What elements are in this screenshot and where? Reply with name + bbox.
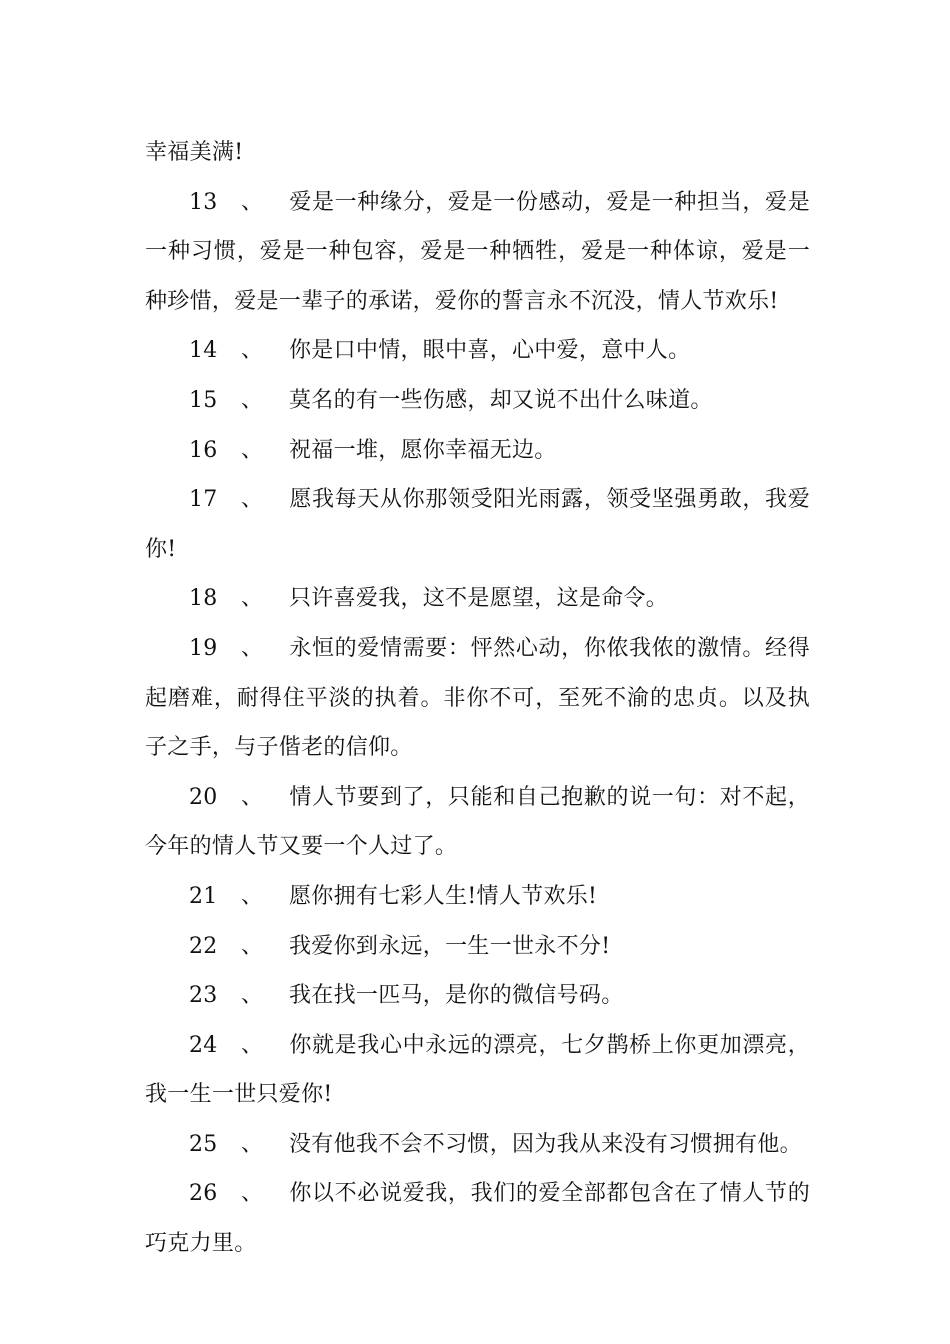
- list-item: [145, 624, 810, 773]
- item-separator: 、: [241, 1032, 264, 1058]
- list-item: [145, 574, 810, 624]
- item-separator: 、: [241, 437, 264, 463]
- item-separator: 、: [241, 586, 264, 612]
- item-number: 19: [189, 635, 218, 661]
- item-number: 16: [189, 437, 218, 463]
- item-text: 爱是一种缘分，爱是一份感动，爱是一种担当，爱是一种习惯，爱是一种包容，爱是一种牺牲，爱是一种体谅，爱是一种珍惜，爱是一辈子的承诺，爱你的誓言永不沉没，情人节欢乐!: [145, 189, 810, 314]
- item-number: 25: [189, 1131, 218, 1157]
- item-text: 没有他我不会不习惯，因为我从来没有习惯拥有他。: [289, 1131, 802, 1157]
- item-number: 14: [189, 338, 218, 364]
- list-item: [145, 1021, 810, 1120]
- item-separator: 、: [241, 983, 264, 1009]
- list-item: [145, 1169, 810, 1268]
- item-separator: 、: [241, 1131, 264, 1157]
- item-text: 愿我每天从你那领受阳光雨露，领受坚强勇敢，我爱你!: [145, 487, 810, 562]
- list-item: [145, 1120, 810, 1170]
- item-separator: 、: [241, 635, 264, 661]
- item-text: 祝福一堆，愿你幸福无边。: [289, 437, 557, 463]
- list-item: [145, 971, 810, 1021]
- item-text: 你就是我心中永远的漂亮，七夕鹊桥上你更加漂亮，我一生一世只爱你!: [145, 1032, 810, 1108]
- item-number: 15: [189, 387, 218, 413]
- item-separator: 、: [241, 883, 264, 909]
- item-text: 愿你拥有七彩人生!情人节欢乐!: [289, 883, 598, 909]
- document-body: [145, 128, 810, 1269]
- item-separator: 、: [241, 1181, 264, 1207]
- item-text: 只许喜爱我，这不是愿望，这是命令。: [289, 586, 669, 612]
- item-text: 永恒的爱情需要：怦然心动，你侬我侬的激情。经得起磨难，耐得住平淡的执着。非你不可，至死不渝的忠贞。以及执子之手，与子偕老的信仰。: [145, 635, 810, 761]
- item-number: 13: [189, 189, 218, 215]
- item-number: 20: [189, 784, 218, 810]
- item-number: 26: [189, 1181, 218, 1207]
- item-separator: 、: [241, 189, 264, 215]
- list-item: [145, 376, 810, 426]
- item-number: 24: [189, 1032, 218, 1058]
- item-number: 23: [189, 983, 218, 1009]
- item-text: 情人节要到了，只能和自己抱歉的说一句：对不起，今年的情人节又要一个人过了。: [145, 784, 810, 860]
- item-text: 我爱你到永远，一生一世永不分!: [289, 933, 611, 959]
- item-text: 莫名的有一些伤感，却又说不出什么味道。: [289, 387, 713, 413]
- item-text: 我在找一匹马，是你的微信号码。: [289, 983, 624, 1009]
- item-number: 21: [189, 883, 218, 909]
- list-item: [145, 426, 810, 476]
- item-number: 18: [189, 586, 218, 612]
- list-item: [145, 178, 810, 327]
- item-separator: 、: [241, 338, 264, 364]
- continuation-paragraph: 幸福美满!: [145, 140, 244, 165]
- list-item: [145, 475, 810, 574]
- list-item: [145, 872, 810, 922]
- item-number: 17: [189, 487, 218, 513]
- list-item: [145, 773, 810, 872]
- item-separator: 、: [241, 784, 264, 810]
- item-separator: 、: [241, 387, 264, 413]
- list-item: [145, 922, 810, 972]
- item-separator: 、: [241, 487, 264, 513]
- list-item: [145, 326, 810, 376]
- item-number: 22: [189, 933, 218, 959]
- item-text: 你是口中情，眼中喜，心中爱，意中人。: [289, 338, 691, 364]
- item-text: 你以不必说爱我，我们的爱全部都包含在了情人节的巧克力里。: [145, 1181, 810, 1257]
- item-separator: 、: [241, 933, 264, 959]
